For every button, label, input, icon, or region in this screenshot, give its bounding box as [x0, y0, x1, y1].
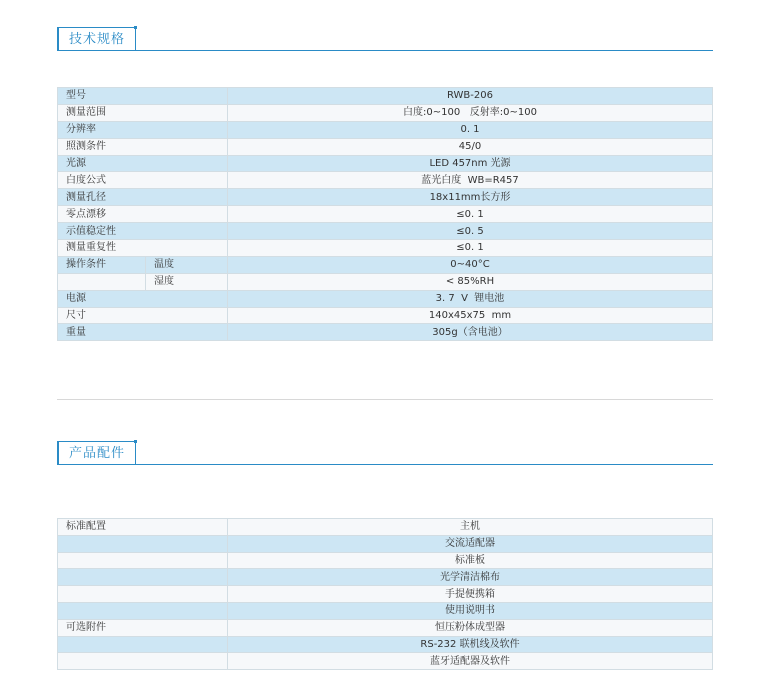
table-row	[58, 88, 713, 105]
table-row	[58, 619, 713, 636]
accessory-item: 主机	[228, 519, 713, 536]
spec-label-operating: 操作条件	[58, 256, 146, 273]
accessory-group-label-empty	[58, 602, 228, 619]
table-row	[58, 189, 713, 206]
accessory-group-label-empty	[58, 552, 228, 569]
spec-value: 0. 1	[228, 121, 713, 138]
accessory-item: 交流适配器	[228, 535, 713, 552]
table-row	[58, 240, 713, 257]
spec-value: RWB-206	[228, 88, 713, 105]
spec-label: 分辨率	[58, 121, 228, 138]
spec-label: 重量	[58, 324, 228, 341]
spec-label: 尺寸	[58, 307, 228, 324]
accessory-item: RS-232 联机线及软件	[228, 636, 713, 653]
accessory-group-label: 可选附件	[58, 619, 228, 636]
table-row	[58, 307, 713, 324]
section-underline	[57, 464, 713, 465]
spec-value: 140x45x75 mm	[228, 307, 713, 324]
accessory-item: 恒压粉体成型器	[228, 619, 713, 636]
accessories-section-tab	[57, 441, 136, 465]
spec-value-humidity: < 85%RH	[228, 273, 713, 290]
spec-label: 照测条件	[58, 138, 228, 155]
spec-value: 305g（含电池）	[228, 324, 713, 341]
table-row	[58, 535, 713, 552]
table-row	[58, 519, 713, 536]
table-row	[58, 104, 713, 121]
tab-corner-marker	[134, 440, 137, 443]
spec-value-temperature: 0~40°C	[228, 256, 713, 273]
accessories-section-title: 产品配件	[69, 446, 126, 461]
tab-corner-marker	[134, 26, 137, 29]
spec-label: 零点漂移	[58, 206, 228, 223]
section-divider	[57, 399, 713, 400]
specs-table	[57, 87, 713, 341]
table-row	[58, 121, 713, 138]
table-row	[58, 653, 713, 670]
spec-label: 白度公式	[58, 172, 228, 189]
table-row	[58, 552, 713, 569]
spec-label: 测量重复性	[58, 240, 228, 257]
table-row	[58, 273, 713, 290]
spec-value: 18x11mm长方形	[228, 189, 713, 206]
spec-label: 电源	[58, 290, 228, 307]
spec-value: 白度:0~100 反射率:0~100	[228, 104, 713, 121]
specs-section-title: 技术规格	[69, 32, 126, 47]
spec-sublabel-temperature: 温度	[146, 256, 228, 273]
table-row	[58, 155, 713, 172]
accessory-item: 使用说明书	[228, 602, 713, 619]
specs-section-header	[57, 27, 713, 53]
table-row	[58, 290, 713, 307]
accessory-group-label-empty	[58, 586, 228, 603]
table-row	[58, 206, 713, 223]
table-row	[58, 602, 713, 619]
table-row	[58, 256, 713, 273]
accessories-section-header	[57, 441, 713, 467]
accessory-item: 手提便携箱	[228, 586, 713, 603]
spec-sublabel-humidity: 湿度	[146, 273, 228, 290]
accessories-table	[57, 518, 713, 670]
accessory-group-label-empty	[58, 636, 228, 653]
spec-value: ≤0. 1	[228, 206, 713, 223]
spec-label: 光源	[58, 155, 228, 172]
accessory-group-label: 标准配置	[58, 519, 228, 536]
spec-value: ≤0. 1	[228, 240, 713, 257]
table-row	[58, 586, 713, 603]
spec-label: 测量孔径	[58, 189, 228, 206]
accessory-item: 光学清洁棉布	[228, 569, 713, 586]
spec-label-empty	[58, 273, 146, 290]
accessory-item: 标准板	[228, 552, 713, 569]
table-row	[58, 636, 713, 653]
table-row	[58, 324, 713, 341]
spec-value: LED 457nm 光源	[228, 155, 713, 172]
spec-value: 蓝光白度 WB=R457	[228, 172, 713, 189]
table-row	[58, 172, 713, 189]
table-row	[58, 138, 713, 155]
accessory-group-label-empty	[58, 535, 228, 552]
spec-label: 型号	[58, 88, 228, 105]
section-underline	[57, 50, 713, 51]
accessory-group-label-empty	[58, 653, 228, 670]
table-row	[58, 569, 713, 586]
spec-label: 示值稳定性	[58, 223, 228, 240]
spec-value: 3. 7 V 锂电池	[228, 290, 713, 307]
spec-label: 测量范围	[58, 104, 228, 121]
table-row	[58, 223, 713, 240]
spec-value: 45/0	[228, 138, 713, 155]
accessory-item: 蓝牙适配器及软件	[228, 653, 713, 670]
spec-value: ≤0. 5	[228, 223, 713, 240]
accessory-group-label-empty	[58, 569, 228, 586]
specs-section-tab	[57, 27, 136, 51]
